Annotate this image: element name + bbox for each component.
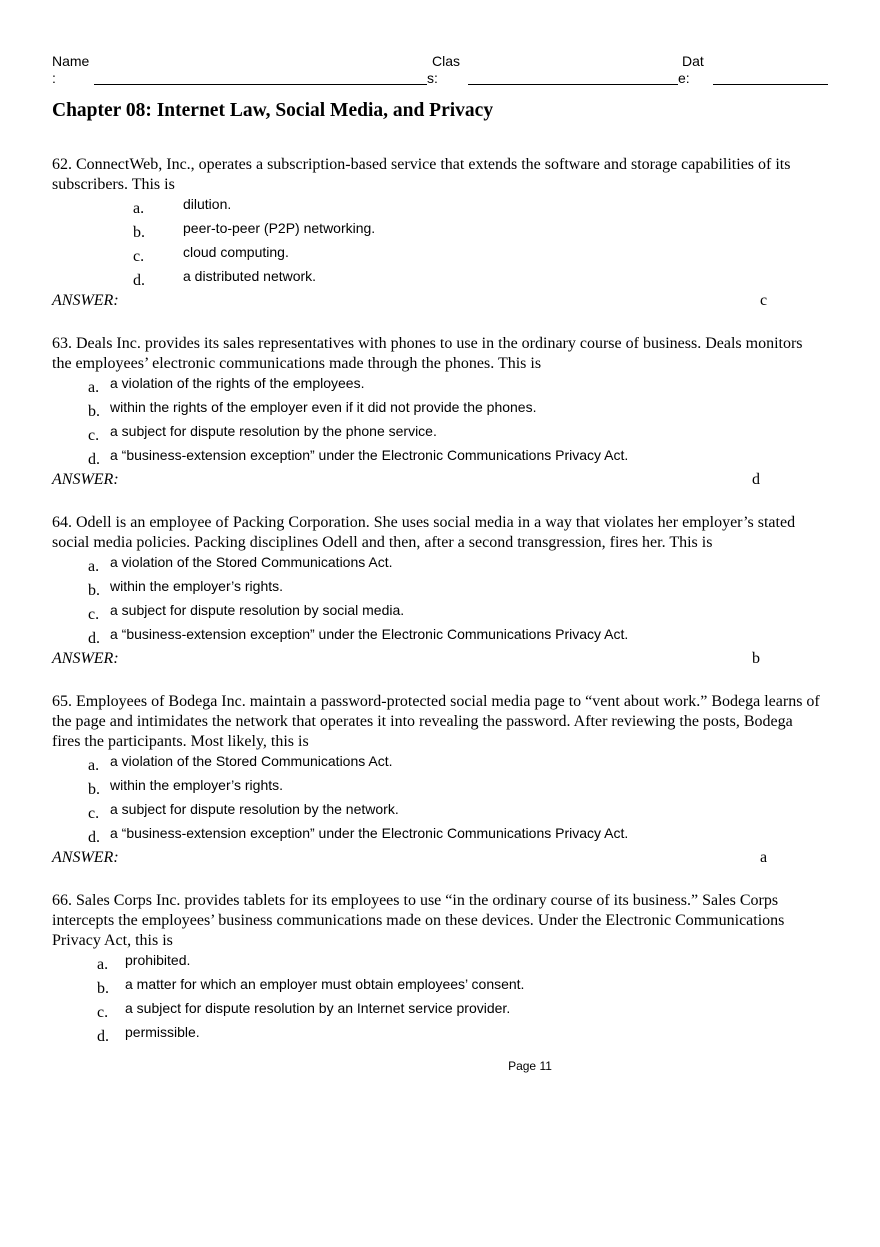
choice-letter: d. xyxy=(97,1028,109,1045)
choice-text: dilution. xyxy=(183,196,232,212)
choice-text: cloud computing. xyxy=(183,244,289,260)
choice-text: a subject for dispute resolution by the phone service. xyxy=(110,423,437,439)
choice-text: prohibited. xyxy=(125,952,191,968)
choice-letter: a. xyxy=(97,956,109,973)
choice-letter: c. xyxy=(97,1004,109,1021)
question-62 xyxy=(52,155,822,313)
choice-text: within the employer’s rights. xyxy=(110,777,284,793)
choice-text: peer-to-peer (P2P) networking. xyxy=(183,220,376,236)
question-66 xyxy=(52,891,822,1047)
choice-a[interactable] xyxy=(52,195,822,219)
choice-letter: d. xyxy=(88,829,100,846)
date-label-suffix: e: xyxy=(678,70,690,86)
choice-a[interactable] xyxy=(52,374,822,398)
class-label: Clas xyxy=(432,53,461,69)
choice-c[interactable] xyxy=(52,601,822,625)
choice-b[interactable] xyxy=(52,577,822,601)
choice-letter: b. xyxy=(88,781,100,798)
choice-text: a distributed network. xyxy=(183,268,317,284)
choice-d[interactable] xyxy=(52,625,822,649)
choice-b[interactable] xyxy=(52,776,822,800)
choice-text: a “business-extension exception” under the Electronic Communications Privacy Act. xyxy=(110,626,629,642)
question-stem: 66. Sales Corps Inc. provides tablets for its employees to use “in the ordinary course of its business.” Sales Corps intercepts the employees’ business communications made on these devices. Under the Electronic Communications Privacy Act, this is xyxy=(52,892,785,949)
chapter-title: Chapter 08: Internet Law, Social Media, and Privacy xyxy=(52,100,494,121)
choice-text: a violation of the rights of the employees. xyxy=(110,375,365,391)
choice-d[interactable] xyxy=(52,824,822,848)
choice-text: a matter for which an employer must obtain employees’ consent. xyxy=(125,976,525,992)
choice-text: a subject for dispute resolution by an Internet service provider. xyxy=(125,1000,511,1016)
choice-c[interactable] xyxy=(52,800,822,824)
name-label-colon: : xyxy=(52,70,56,86)
question-63 xyxy=(52,334,822,492)
choice-d[interactable] xyxy=(52,1023,822,1047)
answer-label: ANSWER: xyxy=(52,849,119,866)
choice-d[interactable] xyxy=(52,446,822,470)
answer-value: d xyxy=(752,471,760,488)
name-field-line[interactable] xyxy=(94,84,427,85)
choice-letter: d. xyxy=(88,451,100,468)
choice-letter: b. xyxy=(97,980,109,997)
name-label: Name xyxy=(52,53,90,69)
date-field-line[interactable] xyxy=(713,84,828,85)
answer-label: ANSWER: xyxy=(52,471,119,488)
choice-c[interactable] xyxy=(52,243,822,267)
choice-a[interactable] xyxy=(52,951,822,975)
choice-c[interactable] xyxy=(52,422,822,446)
choice-letter: c. xyxy=(88,427,100,444)
choice-text: a “business-extension exception” under the Electronic Communications Privacy Act. xyxy=(110,447,629,463)
date-label: Dat xyxy=(682,53,704,69)
answer-value: c xyxy=(760,292,768,309)
answer-value: a xyxy=(760,849,768,866)
question-65 xyxy=(52,692,822,870)
choice-letter: d. xyxy=(88,630,100,647)
choice-letter: c. xyxy=(88,805,100,822)
choice-a[interactable] xyxy=(52,752,822,776)
choice-text: permissible. xyxy=(125,1024,200,1040)
choice-letter: a. xyxy=(88,379,100,396)
choice-b[interactable] xyxy=(52,398,822,422)
choice-text: within the rights of the employer even if it did not provide the phones. xyxy=(110,399,537,415)
choice-letter: b. xyxy=(88,403,100,420)
choice-letter: d. xyxy=(133,272,145,289)
page-number: Page 11 xyxy=(508,1059,552,1073)
answer-row xyxy=(52,470,822,492)
choice-letter: a. xyxy=(88,757,100,774)
answer-label: ANSWER: xyxy=(52,650,119,667)
choice-text: a violation of the Stored Communications Act. xyxy=(110,554,393,570)
choice-text: a “business-extension exception” under the Electronic Communications Privacy Act. xyxy=(110,825,629,841)
choice-text: within the employer’s rights. xyxy=(110,578,284,594)
question-stem: 63. Deals Inc. provides its sales representatives with phones to use in the ordinary course of business. Deals monitors the employees’ electronic communications made through the phones. This is xyxy=(52,335,803,372)
question-stem: 64. Odell is an employee of Packing Corporation. She uses social media in a way that violates her employer’s stated social media policies. Packing disciplines Odell and then, after a second transgression, fires her. This is xyxy=(52,514,796,551)
choice-b[interactable] xyxy=(52,975,822,999)
answer-label: ANSWER: xyxy=(52,292,119,309)
choice-text: a violation of the Stored Communications Act. xyxy=(110,753,393,769)
answer-row xyxy=(52,649,822,671)
choice-letter: b. xyxy=(88,582,100,599)
class-label-suffix: s: xyxy=(427,70,438,86)
answer-value: b xyxy=(752,650,760,667)
choice-c[interactable] xyxy=(52,999,822,1023)
choice-b[interactable] xyxy=(52,219,822,243)
question-64 xyxy=(52,513,822,671)
question-stem: 62. ConnectWeb, Inc., operates a subscription-based service that extends the software and storage capabilities of its subscribers. This is xyxy=(52,156,791,193)
choice-d[interactable] xyxy=(52,267,822,291)
choice-text: a subject for dispute resolution by social media. xyxy=(110,602,405,618)
answer-row xyxy=(52,848,822,870)
choice-letter: a. xyxy=(88,558,100,575)
answer-row xyxy=(52,291,822,313)
choice-letter: a. xyxy=(133,200,145,217)
choice-letter: c. xyxy=(88,606,100,623)
choice-text: a subject for dispute resolution by the network. xyxy=(110,801,399,817)
choice-letter: c. xyxy=(133,248,145,265)
choice-letter: b. xyxy=(133,224,145,241)
choice-a[interactable] xyxy=(52,553,822,577)
question-stem: 65. Employees of Bodega Inc. maintain a password-protected social media page to “vent about work.” Bodega learns of the page and intimidates the network that operates it into revealing the password. After reviewing the posts, Bodega fires the participants. Most likely, this is xyxy=(52,693,820,750)
class-field-line[interactable] xyxy=(468,84,678,85)
